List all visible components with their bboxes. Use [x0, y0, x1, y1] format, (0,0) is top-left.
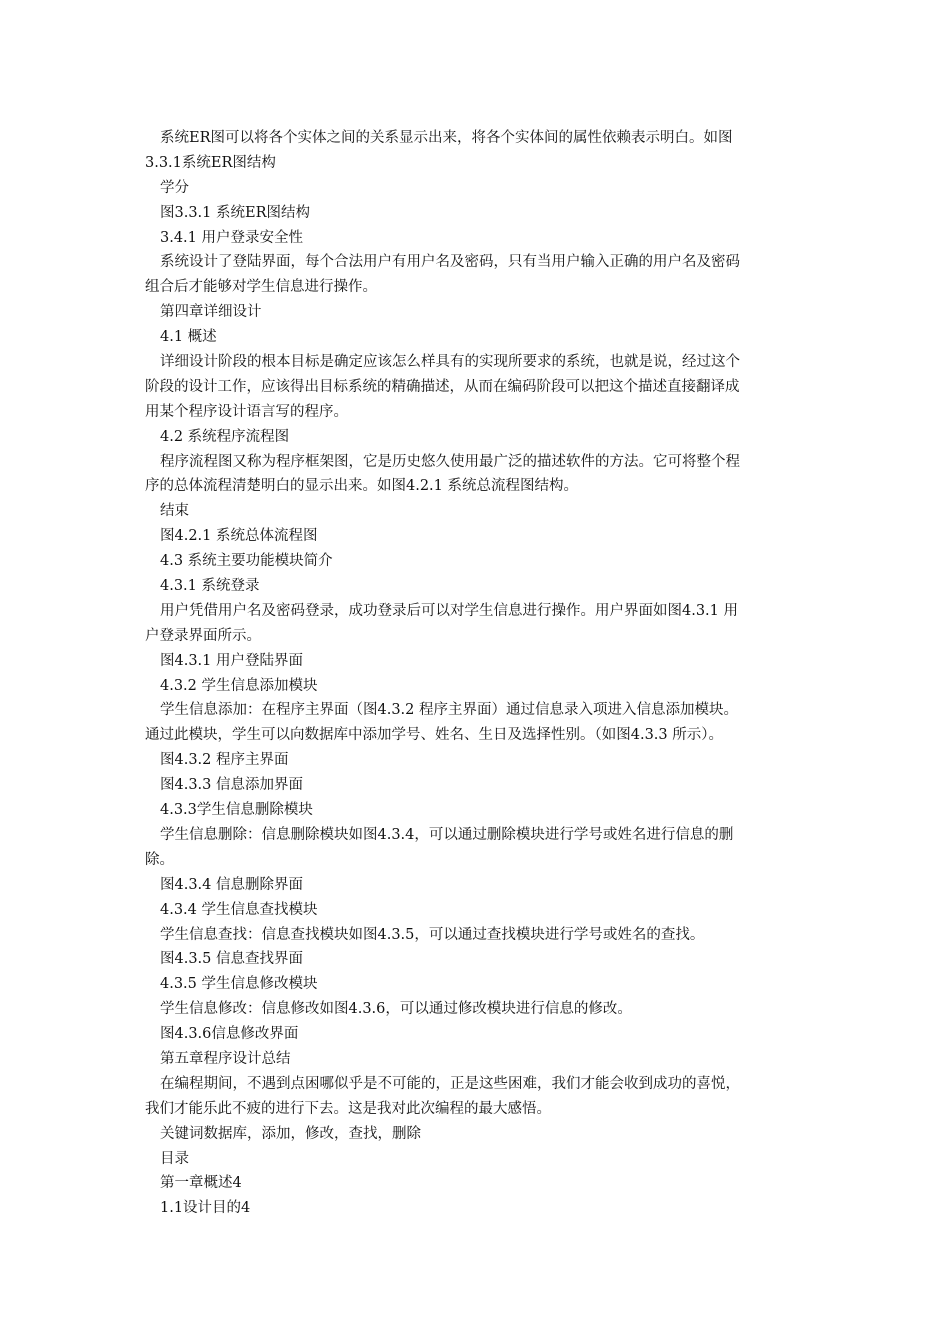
text-line: 序的总体流程清楚明白的显示出来。如图4.2.1 系统总流程图结构。 [145, 478, 579, 495]
text-line: 学生信息删除：信息删除模块如图4.3.4，可以通过删除模块进行学号或姓名进行信息的删 [160, 826, 734, 843]
text-line: 除。 [145, 851, 174, 868]
text-line: 3.4.1 用户登录安全性 [160, 229, 304, 246]
text-line: 4.3.4 学生信息查找模块 [160, 901, 318, 918]
text-line: 学分 [160, 179, 189, 196]
text-line: 第四章详细设计 [160, 304, 262, 321]
text-line: 4.3.5 学生信息修改模块 [160, 976, 318, 993]
text-line: 通过此模块，学生可以向数据库中添加学号、姓名、生日及选择性别。（如图4.3.3 所示）。 [145, 727, 723, 744]
text-line: 1.1设计目的4 [160, 1200, 251, 1217]
text-line: 结束 [160, 503, 189, 520]
text-line: 图4.3.1 用户登陆界面 [160, 652, 304, 669]
text-line: 用某个程序设计语言写的程序。 [145, 403, 348, 420]
text-line: 4.1 概述 [160, 329, 217, 346]
text-line: 户登录界面所示。 [145, 627, 261, 644]
text-line: 程序流程图又称为程序框架图，它是历史悠久使用最广泛的描述软件的方法。它可将整个程 [160, 453, 740, 470]
text-line: 第一章概述4 [160, 1175, 242, 1192]
text-line: 图4.3.6信息修改界面 [160, 1026, 299, 1043]
text-line: 用户凭借用户名及密码登录，成功登录后可以对学生信息进行操作。用户界面如图4.3.1 用 [160, 602, 738, 619]
text-line: 图4.3.3 信息添加界面 [160, 777, 304, 794]
text-line: 图4.3.4 信息删除界面 [160, 876, 304, 893]
text-line: 阶段的设计工作，应该得出目标系统的精确描述，从而在编码阶段可以把这个描述直接翻译成 [145, 378, 740, 395]
text-line: 4.3.2 学生信息添加模块 [160, 677, 318, 694]
text-line: 学生信息修改：信息修改如图4.3.6，可以通过修改模块进行信息的修改。 [160, 1001, 632, 1018]
text-line: 学生信息添加：在程序主界面（图4.3.2 程序主界面）通过信息录入项进入信息添加模块。 [160, 702, 738, 719]
text-line: 组合后才能够对学生信息进行操作。 [145, 279, 377, 296]
text-line: 4.3 系统主要功能模块简介 [160, 553, 333, 570]
text-line: 图3.3.1 系统ER图结构 [160, 204, 311, 221]
text-line: 4.3.3学生信息删除模块 [160, 802, 313, 819]
text-line: 我们才能乐此不疲的进行下去。这是我对此次编程的最大感悟。 [145, 1100, 551, 1117]
text-line: 系统设计了登陆界面，每个合法用户有用户名及密码，只有当用户输入正确的用户名及密码 [160, 254, 740, 271]
text-line: 学生信息查找：信息查找模块如图4.3.5，可以通过查找模块进行学号或姓名的查找。 [160, 926, 705, 943]
text-line: 图4.2.1 系统总体流程图 [160, 528, 318, 545]
text-line: 图4.3.2 程序主界面 [160, 752, 289, 769]
text-line: 3.3.1系统ER图结构 [145, 154, 276, 171]
text-line: 图4.3.5 信息查找界面 [160, 951, 304, 968]
document-body [145, 126, 805, 1221]
text-line: 4.2 系统程序流程图 [160, 428, 290, 445]
text-line: 第五章程序设计总结 [160, 1050, 291, 1067]
text-line: 详细设计阶段的根本目标是确定应该怎么样具有的实现所要求的系统，也就是说，经过这个 [160, 354, 740, 371]
text-line: 关键词数据库，添加，修改，查找，删除 [160, 1125, 421, 1142]
text-line: 4.3.1 系统登录 [160, 578, 260, 595]
text-line: 在编程期间，不遇到点困哪似乎是不可能的，正是这些困难，我们才能会收到成功的喜悦， [160, 1075, 740, 1092]
text-line: 系统ER图可以将各个实体之间的关系显示出来，将各个实体间的属性依赖表示明白。如图 [160, 130, 733, 146]
text-line: 目录 [160, 1150, 189, 1167]
